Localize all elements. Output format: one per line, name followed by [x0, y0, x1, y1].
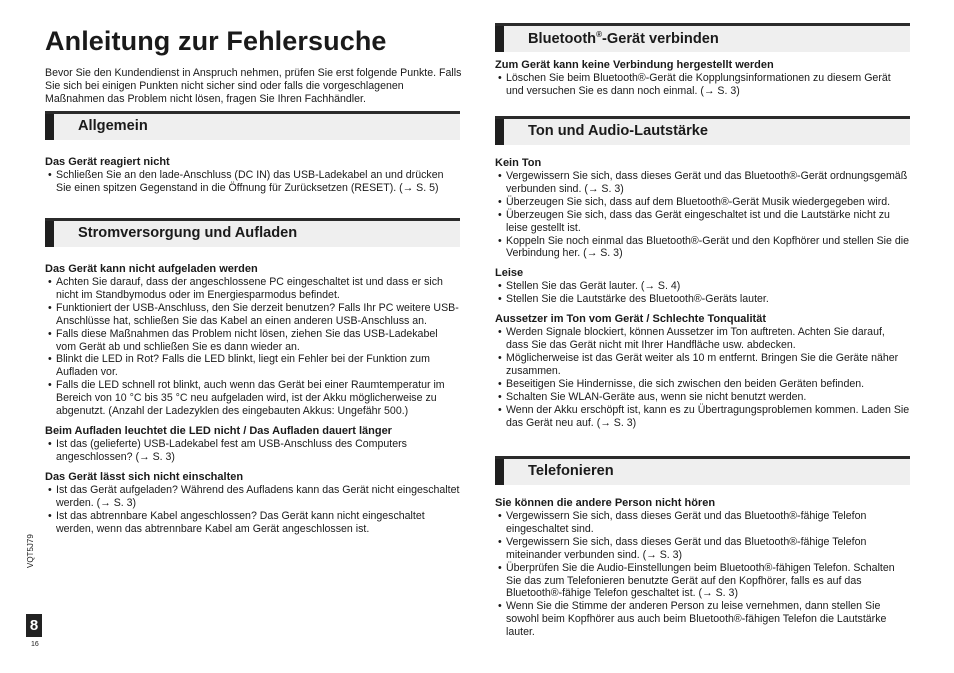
- section-marker-bar: [495, 459, 504, 485]
- section-marker-bar: [495, 26, 504, 52]
- problem-group: [45, 425, 460, 464]
- solution-item: • Falls die LED schnell rot blinkt, auch wenn das Gerät bei einer Raumtemperatur im Bereich von 10 °C bis 35 °C neu aufgeladen wird, ist der Akku möglicherweise zu abgenutzt. (Anzahl der Ladezyklen des eingebauten Akkus: Ungefähr 500.): [45, 379, 460, 418]
- solution-item: • Achten Sie darauf, dass der angeschlossene PC eingeschaltet ist und dass er sich nicht im Standbymodus oder im Energiesparmodus befindet.: [45, 276, 460, 302]
- solution-item: • Stellen Sie die Lautstärke des Bluetooth®-Geräts lauter.: [495, 293, 910, 306]
- problem-heading: Zum Gerät kann keine Verbindung hergestellt werden: [495, 59, 774, 71]
- problem-group: [45, 156, 460, 195]
- section-title-part: Bluetooth: [528, 31, 597, 47]
- solution-list: [45, 276, 460, 418]
- solution-list: [45, 169, 460, 195]
- solution-item: • Schalten Sie WLAN-Geräte aus, wenn sie nicht benutzt werden.: [495, 391, 910, 404]
- problem-heading: Sie können die andere Person nicht hören: [495, 497, 716, 509]
- solution-list: [495, 510, 910, 639]
- solution-item: • Werden Signale blockiert, können Aussetzer im Ton auftreten. Achten Sie darauf, dass Sie das Gerät nicht mit Ihrer Handfläche usw. abdecken.: [495, 326, 910, 352]
- problem-group: [45, 471, 460, 536]
- intro-text: Bevor Sie den Kundendienst in Anspruch nehmen, prüfen Sie erst folgende Punkte. Falls Sie sich bei einigen Punkten nicht sicher sind oder falls die vorgeschlagenen Maßnahmen das Problem nicht lösen, fragen Sie Ihren Fachhändler.: [45, 67, 462, 105]
- section-title: Allgemein: [78, 118, 148, 134]
- problem-heading: Das Gerät reagiert nicht: [45, 156, 170, 168]
- page-title: Anleitung zur Fehlersuche: [45, 26, 387, 56]
- problem-group: [495, 59, 910, 98]
- problem-group: [495, 267, 910, 306]
- problem-heading: Leise: [495, 267, 524, 280]
- problem-heading: Aussetzer im Ton vom Gerät / Schlechte Tonqualität: [495, 313, 766, 326]
- section-allgemein: [45, 111, 460, 195]
- sub-page-number: 16: [31, 641, 39, 648]
- solution-list: [45, 484, 460, 536]
- solution-item: • Stellen Sie das Gerät lauter. (→ S. 4): [495, 280, 910, 293]
- section-bluetooth-gerät-verbinden: [495, 23, 910, 98]
- solution-item: • Blinkt die LED in Rot? Falls die LED blinkt, liegt ein Fehler bei der Funktion zum Aufladen vor.: [45, 353, 460, 379]
- solution-list: [495, 72, 910, 98]
- solution-item: • Ist das abtrennbare Kabel angeschlossen? Das Gerät kann nicht eingeschaltet werden, wenn das abtrennbare Kabel am Gerät angeschlossen ist.: [45, 510, 460, 536]
- section-title: Stromversorgung und Aufladen: [78, 225, 298, 241]
- solution-item: • Wenn der Akku erschöpft ist, kann es zu Übertragungsproblemen kommen. Laden Sie das Gerät neu auf. (→ S. 3): [495, 404, 910, 430]
- solution-item: • Vergewissern Sie sich, dass dieses Gerät und das Bluetooth®-fähige Telefon eingeschaltet sind.: [495, 510, 910, 536]
- section-title-part: ®: [596, 30, 602, 39]
- page-number: 8: [26, 614, 42, 637]
- solution-item: • Vergewissern Sie sich, dass dieses Gerät und das Bluetooth®-fähige Telefon miteinander verbunden sind. (→ S. 3): [495, 536, 910, 562]
- problem-heading: Beim Aufladen leuchtet die LED nicht / Das Aufladen dauert länger: [45, 424, 392, 437]
- solution-item: • Überzeugen Sie sich, dass das Gerät eingeschaltet ist und die Lautstärke nicht zu leise gestellt ist.: [495, 209, 910, 235]
- solution-item: • Löschen Sie beim Bluetooth®-Gerät die Kopplungsinformationen zu diesem Gerät und versuchen Sie es dann noch einmal. (→ S. 3): [495, 72, 910, 98]
- solution-item: • Überprüfen Sie die Audio-Einstellungen beim Bluetooth®-fähigen Telefon. Schalten Sie das zum Telefonieren benutzte Gerät auf den Kopfhörer, falls es auf das Bluetooth®-fähige Telefon geschaltet ist. (→ S. 3): [495, 562, 910, 601]
- section-marker-bar: [45, 221, 54, 247]
- problem-group: [45, 263, 460, 418]
- section-telefonieren: [495, 456, 910, 639]
- section-header: [45, 218, 460, 247]
- solution-item: • Wenn Sie die Stimme der anderen Person zu leise vernehmen, dann stellen Sie sowohl beim Kopfhörer aus auch beim Bluetooth®-fähigen Telefon die Lautstärke lauter.: [495, 600, 910, 639]
- solution-item: • Funktioniert der USB-Anschluss, den Sie derzeit benutzen? Falls Ihr PC weitere USB-Anschlüsse hat, schließen Sie das Kabel an einen anderen USB-Anschluss an.: [45, 302, 460, 328]
- solution-item: • Beseitigen Sie Hindernisse, die sich zwischen den beiden Geräten befinden.: [495, 378, 910, 391]
- solution-item: • Falls diese Maßnahmen das Problem nicht lösen, ziehen Sie das USB-Ladekabel vom Gerät ab und schließen Sie es dann wieder an.: [45, 328, 460, 354]
- problem-heading: Kein Ton: [495, 157, 542, 169]
- section-stromversorgung-und-aufladen: [45, 218, 460, 535]
- section-marker-bar: [45, 114, 54, 140]
- section-title-part: -Gerät verbinden: [602, 31, 719, 47]
- problem-group: [495, 497, 910, 639]
- solution-list: [45, 438, 460, 464]
- solution-list: [495, 326, 910, 429]
- section-title: Telefonieren: [528, 463, 614, 479]
- solution-item: • Ist das Gerät aufgeladen? Während des Aufladens kann das Gerät nicht eingeschaltet werden. (→ S. 3): [45, 484, 460, 510]
- section-ton-und-audio-lautstärke: [495, 116, 910, 429]
- problem-heading: Das Gerät kann nicht aufgeladen werden: [45, 263, 258, 275]
- problem-heading: Das Gerät lässt sich nicht einschalten: [45, 470, 244, 483]
- section-header: [45, 111, 460, 140]
- solution-list: [495, 170, 910, 260]
- solution-item: • Möglicherweise ist das Gerät weiter als 10 m entfernt. Bringen Sie die Geräte näher zusammen.: [495, 352, 910, 378]
- section-title: Ton und Audio-Lautstärke: [528, 123, 708, 139]
- section-marker-bar: [495, 119, 504, 145]
- solution-item: • Schließen Sie an den lade-Anschluss (DC IN) das USB-Ladekabel an und drücken Sie einen spitzen Gegenstand in die Öffnung für Zurücksetzen (RESET). (→ S. 5): [45, 169, 460, 195]
- section-header: [495, 456, 910, 485]
- section-title: [528, 30, 719, 47]
- solution-item: • Koppeln Sie noch einmal das Bluetooth®-Gerät und den Kopfhörer und stellen Sie die Verbindung her. (→ S. 3): [495, 235, 910, 261]
- solution-item: • Ist das (gelieferte) USB-Ladekabel fest am USB-Anschluss des Computers angeschlossen? (→ S. 3): [45, 438, 460, 464]
- section-header: [495, 23, 910, 52]
- problem-group: [495, 313, 910, 429]
- solution-list: [495, 280, 910, 306]
- document-code: VQT5J79: [26, 534, 35, 568]
- section-header: [495, 116, 910, 145]
- solution-item: • Vergewissern Sie sich, dass dieses Gerät und das Bluetooth®-Gerät ordnungsgemäß verbunden sind. (→ S. 3): [495, 170, 910, 196]
- solution-item: • Überzeugen Sie sich, dass auf dem Bluetooth®-Gerät Musik wiedergegeben wird.: [495, 196, 910, 209]
- problem-group: [495, 157, 910, 260]
